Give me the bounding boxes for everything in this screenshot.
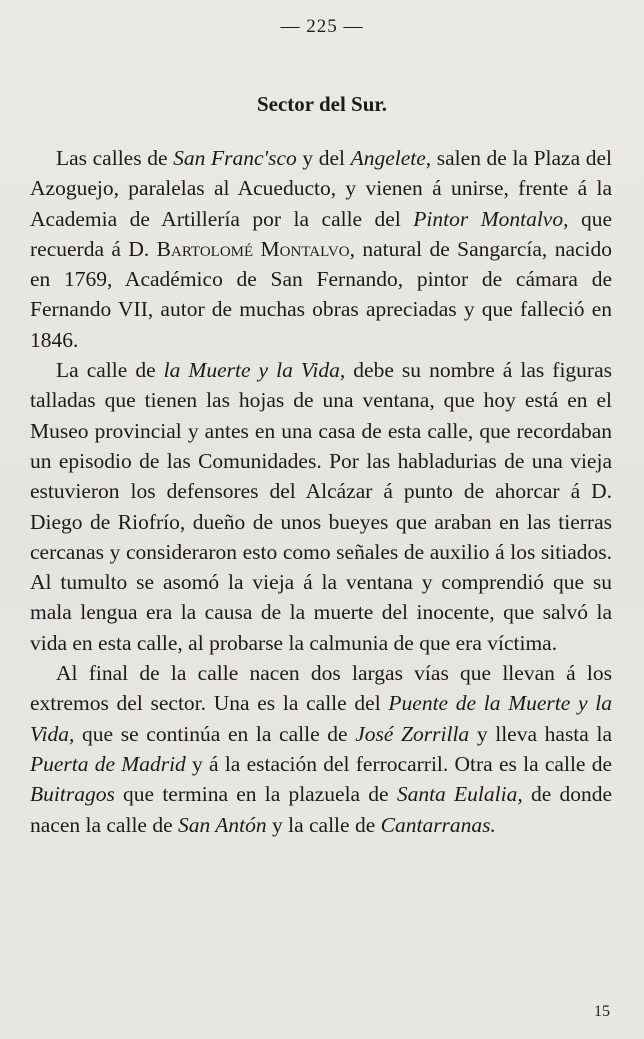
italic-text: Puente de la Muerte y la Vida, (30, 691, 613, 746)
text-run: natural de Sangarcía, nacido en 1769, Académico de San Fernando, pintor de cámara de Fernando VII, autor de muchas obras apreciadas y que falleció en 1846. (30, 236, 613, 352)
italic-text: Santa Eulalia, (396, 782, 523, 807)
text-run: y lleva hasta la (469, 721, 612, 746)
text-run: debe su nombre á las figuras talladas que tienen las hojas de una ventana, que hoy está en el Museo provincial y antes en una casa de esta calle, que recordaban un episodio de las Comunidades. Por las habladurias de una vieja estuvieron los defensores del Alcázar á punto de ahorcar á D. Diego de Riofrío, dueño de unos bueyes que araban en las tierras cercanas y consideraron esto como señales de auxilio á los sitiados. Al tumulto se asomó la vieja á la ventana y comprendió que su mala lengua era la causa de la muerte del inocente, que salvó la vida en esta calle, al probarse la calmunia de que era víctima. (30, 358, 612, 655)
italic-text: Angelete, (350, 146, 432, 170)
paragraph (30, 355, 612, 658)
italic-text: José Zorrilla (355, 721, 470, 746)
text-run: que recuerda á D. (30, 206, 612, 261)
text-run: y á la estación del ferrocarril. Otra es la calle de (185, 751, 612, 776)
body-text (30, 143, 612, 840)
italic-text: Puerta de Madrid (30, 751, 186, 776)
smallcaps-text: Bartolomé Montalvo, (156, 236, 355, 261)
paragraph (30, 143, 612, 355)
text-run: y del (296, 146, 351, 170)
italic-text: Pintor Montalvo, (413, 206, 569, 231)
italic-text: San Franc'sco (173, 146, 297, 170)
page-number: — 225 — (280, 16, 364, 37)
text-run: Las calles de (56, 146, 174, 170)
italic-text: Buitragos (30, 782, 115, 807)
text-run: y la calle de (266, 812, 381, 837)
text-run: La calle de (56, 358, 164, 383)
text-run: Al final de la calle nacen dos largas vías que llevan á los extremos del sector. Una es la calle del (30, 661, 612, 716)
italic-text: San Antón (178, 812, 267, 837)
section-heading: Sector del Sur. (256, 92, 388, 116)
signature-mark: 15 (594, 1003, 610, 1020)
text-run: que termina en la plazuela de (114, 782, 397, 807)
italic-text: la Muerte y la Vida, (163, 358, 346, 383)
text-run: de donde nacen la calle de (30, 782, 613, 837)
paragraph (30, 658, 612, 840)
italic-text: Cantarranas. (380, 812, 496, 837)
text-run: que se continúa en la calle de (74, 721, 356, 746)
text-run: salen de la Plaza del Azoguejo, paralelas al Acueducto, y vienen á unirse, frente á la Academia de Artillería por la calle del (30, 146, 612, 231)
